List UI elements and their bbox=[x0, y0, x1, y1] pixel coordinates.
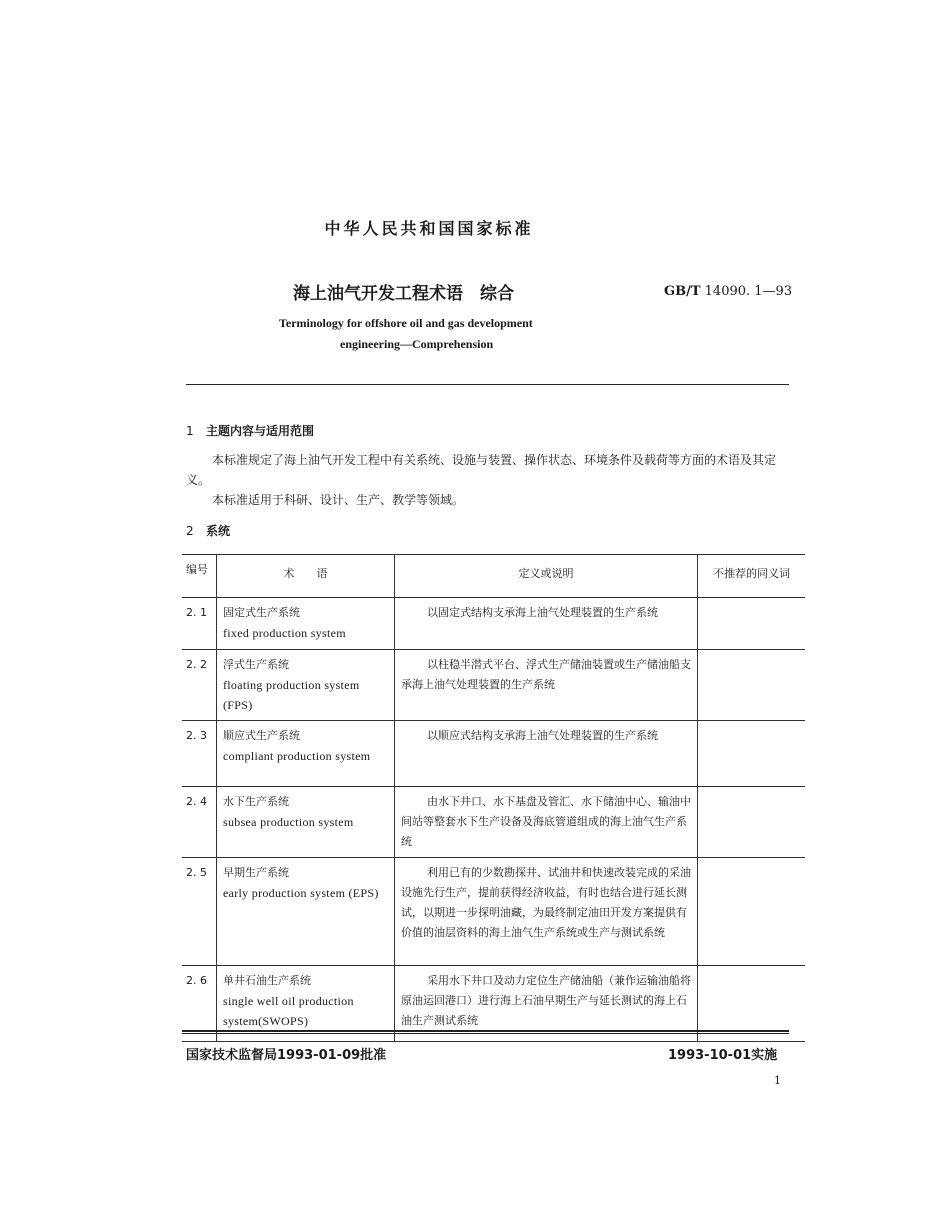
footer-divider-thin bbox=[182, 1033, 789, 1034]
section-2-title: 系统 bbox=[206, 524, 231, 538]
row-term bbox=[217, 858, 395, 966]
term-en: floating production system (FPS) bbox=[223, 678, 360, 712]
section-1-title: 主题内容与适用范围 bbox=[206, 424, 315, 438]
row-term bbox=[217, 721, 395, 787]
table-row bbox=[182, 650, 805, 721]
header-term: 术 语 bbox=[217, 555, 395, 598]
term-en: subsea production system bbox=[223, 815, 354, 829]
row-number: 2. 1 bbox=[182, 598, 217, 650]
section-1-heading bbox=[186, 422, 314, 439]
row-synonym bbox=[698, 598, 806, 650]
term-cn: 固定式生产系统 bbox=[223, 606, 300, 619]
document-title-en-line1: Terminology for offshore oil and gas development bbox=[279, 316, 533, 330]
row-number: 2. 6 bbox=[182, 966, 217, 1042]
term-en: fixed production system bbox=[223, 626, 346, 640]
row-number: 2. 3 bbox=[182, 721, 217, 787]
term-cn: 单井石油生产系统 bbox=[223, 974, 311, 987]
header-definition: 定义或说明 bbox=[395, 555, 698, 598]
table-row bbox=[182, 858, 805, 966]
definition-text: 以柱稳半潜式平台、浮式生产储油装置或生产储油船支承海上油气处理装置的生产系统 bbox=[401, 658, 691, 691]
header-number: 编号 bbox=[182, 555, 217, 598]
row-number: 2. 4 bbox=[182, 787, 217, 858]
terms-table bbox=[182, 554, 805, 1042]
term-cn: 水下生产系统 bbox=[223, 795, 289, 808]
row-synonym bbox=[698, 787, 806, 858]
approval-date: 国家技术监督局1993-01-09批准 bbox=[186, 1048, 387, 1063]
row-term bbox=[217, 650, 395, 721]
term-cn: 浮式生产系统 bbox=[223, 658, 289, 671]
row-definition bbox=[395, 858, 698, 966]
row-definition bbox=[395, 721, 698, 787]
row-number: 2. 2 bbox=[182, 650, 217, 721]
row-synonym bbox=[698, 650, 806, 721]
section-1-paragraph-2: 本标准适用于科研、设计、生产、教学等领域。 bbox=[212, 493, 465, 507]
table-row bbox=[182, 598, 805, 650]
table-row bbox=[182, 787, 805, 858]
row-synonym bbox=[698, 858, 806, 966]
section-2-number: 2 bbox=[186, 524, 194, 538]
row-synonym bbox=[698, 721, 806, 787]
national-standard-heading: 中华人民共和国国家标准 bbox=[324, 219, 534, 238]
footer-divider bbox=[182, 1030, 789, 1032]
implementation-date: 1993-10-01实施 bbox=[668, 1048, 778, 1063]
header-synonym: 不推荐的同义词 bbox=[698, 555, 806, 598]
definition-text: 以固定式结构支承海上油气处理装置的生产系统 bbox=[427, 606, 658, 619]
row-definition bbox=[395, 787, 698, 858]
table-header-row bbox=[182, 555, 805, 598]
page-number: 1 bbox=[774, 1074, 781, 1087]
document-title-cn: 海上油气开发工程术语 综合 bbox=[293, 284, 514, 304]
term-cn: 早期生产系统 bbox=[223, 866, 289, 879]
header-divider bbox=[186, 384, 789, 385]
definition-text: 以顺应式结构支承海上油气处理装置的生产系统 bbox=[427, 729, 658, 742]
row-number: 2. 5 bbox=[182, 858, 217, 966]
definition-text: 利用已有的少数勘探井、试油井和快速改装完成的采油设施先行生产，提前获得经济收益，有时也结合进行延长测试，以期进一步探明油藏，为最终制定油田开发方案提供有价值的油层资料的海上油气生产系统或生产与测试系统 bbox=[401, 866, 691, 939]
document-title-en-line2: engineering—Comprehension bbox=[340, 337, 494, 351]
section-1-number: 1 bbox=[186, 424, 194, 438]
row-term bbox=[217, 598, 395, 650]
section-2-heading bbox=[186, 522, 230, 539]
term-en: compliant production system bbox=[223, 749, 371, 763]
row-term bbox=[217, 787, 395, 858]
table-row bbox=[182, 721, 805, 787]
term-cn: 顺应式生产系统 bbox=[223, 729, 300, 742]
row-definition bbox=[395, 598, 698, 650]
definition-text: 采用水下井口及动力定位生产储油船（兼作运输油船将原油运回港口）进行海上石油早期生产与延长测试的海上石油生产测试系统 bbox=[401, 974, 691, 1027]
term-en: early production system (EPS) bbox=[223, 886, 379, 900]
term-en: single well oil production system(SWOPS) bbox=[223, 994, 354, 1028]
row-definition bbox=[395, 650, 698, 721]
standard-prefix: GB/T bbox=[664, 284, 701, 299]
definition-text: 由水下井口、水下基盘及管汇、水下储油中心、输油中间站等整套水下生产设备及海底管道组成的海上油气生产系统 bbox=[401, 795, 691, 848]
standard-number bbox=[664, 284, 792, 299]
standard-code: 14090. 1—93 bbox=[704, 284, 793, 299]
section-1-paragraph-1: 本标准规定了海上油气开发工程中有关系统、设施与装置、操作状态、环境条件及载荷等方面的术语及其定义。 bbox=[186, 453, 777, 487]
